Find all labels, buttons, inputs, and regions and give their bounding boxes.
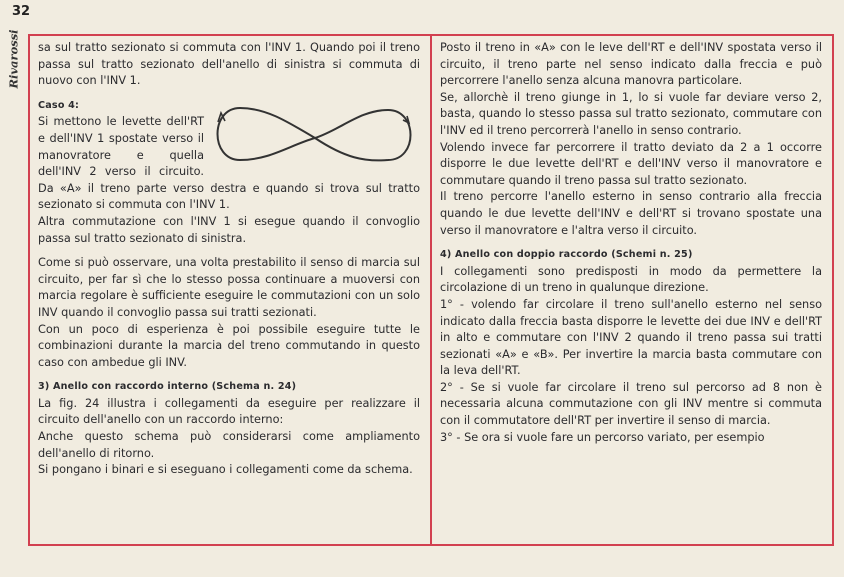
paragraph: sa sul tratto sezionato si commuta con l'INV 1. Quando poi il treno passa sul tratto sezionato dell'anello di sinistra si commuta di nuovo con l'INV 1. bbox=[38, 41, 420, 88]
paragraph: La fig. 24 illustra i collegamenti da eseguire per realizzare il circuito dell'anello con un raccordo interno: bbox=[38, 396, 420, 427]
paragraph: Volendo invece far percorrere il tratto deviato da 2 a 1 occorre disporre le due levette dell'RT e dell'INV verso il manovratore e commutare quando il treno passa sul tratto sezionato. bbox=[440, 140, 822, 187]
paragraph: Con un poco di esperienza è poi possibile eseguire tutte le combinazioni durante la marcia del treno commutando in questo caso con ambedue gli INV. bbox=[38, 322, 420, 369]
section-heading: 3) Anello con raccordo interno (Schema n. 24) bbox=[38, 381, 297, 393]
brand-logo bbox=[6, 28, 28, 98]
figure-eight-track-diagram bbox=[210, 100, 420, 176]
right-column bbox=[440, 40, 822, 540]
paragraph: Se, allorchè il treno giunge in 1, lo si vuole far deviare verso 2, basta, quando lo stesso passa sul tratto sezionato, commutare con l'INV ed il treno percorrerà l'anello in senso contrario. bbox=[440, 90, 822, 137]
track-line bbox=[240, 108, 388, 160]
paragraph: I collegamenti sono predisposti in modo da permettere la circolazione di un treno in qualunque direzione. bbox=[440, 264, 822, 295]
paragraph: Posto il treno in «A» con le leve dell'RT e dell'INV spostata verso il circuito, il treno parte nel senso indicato dalla freccia e può percorrere l'anello senza alcuna manovra particolare. bbox=[440, 41, 822, 88]
case-heading: Caso 4: bbox=[38, 99, 80, 111]
paragraph: Il treno percorre l'anello esterno in senso contrario alla freccia quando le due levette dell'INV e dell'RT si trovano spostate una verso il manovratore e l'altra verso il circuito. bbox=[440, 190, 822, 237]
paragraph: Anche questo schema può considerarsi come ampliamento dell'anello di ritorno. bbox=[38, 430, 420, 460]
track-diagram-svg bbox=[210, 100, 420, 176]
section-heading: 4) Anello con doppio raccordo (Schemi n. 25) bbox=[440, 249, 693, 261]
left-column bbox=[38, 40, 420, 540]
paragraph: 1° - volendo far circolare il treno sull'anello esterno nel senso indicato dalla freccia basta disporre le levette dei due INV e dell'RT in alto e commutare con l'INV 2 quando il treno passa sui tratti sezionati «A» e «B». Per invertire la marcia basta commutare con la leva dell'RT. bbox=[440, 297, 822, 378]
track-line bbox=[218, 108, 411, 160]
brand-text: Rivarossi bbox=[6, 29, 21, 89]
paragraph: 2° - Se si vuole far circolare il treno sul percorso ad 8 non è necessaria alcuna commutazione con gli INV mentre si commuta con il commutatore dell'RT per invertire il senso di marcia. bbox=[440, 380, 822, 428]
paragraph: Come si può osservare, una volta prestabilito il senso di marcia sul circuito, per far sì che lo stesso possa continuare a muoversi con marcia regolare è sufficiente eseguire le commutazioni con un solo INV quando il convoglio passa sui tratti sezionati. bbox=[38, 256, 420, 319]
paragraph: Si mettono le levette dell'RT e dell'INV 1 spostate verso il manovratore e quella dell'INV 2 verso il circuito. Da «A» il treno parte verso destra e quando si trova sul tratto sezionato si commuta con l'INV 1. bbox=[38, 115, 420, 212]
paragraph: Altra commutazione con l'INV 1 si esegue quando il convoglio passa sul tratto sezionato di sinistra. bbox=[38, 214, 420, 245]
paragraph: Si pongano i binari e si eseguano i collegamenti come da schema. bbox=[38, 463, 413, 477]
column-divider bbox=[430, 34, 432, 546]
paragraph: 3° - Se ora si vuole fare un percorso variato, per esempio bbox=[440, 430, 765, 444]
page-number: 32 bbox=[12, 4, 31, 19]
